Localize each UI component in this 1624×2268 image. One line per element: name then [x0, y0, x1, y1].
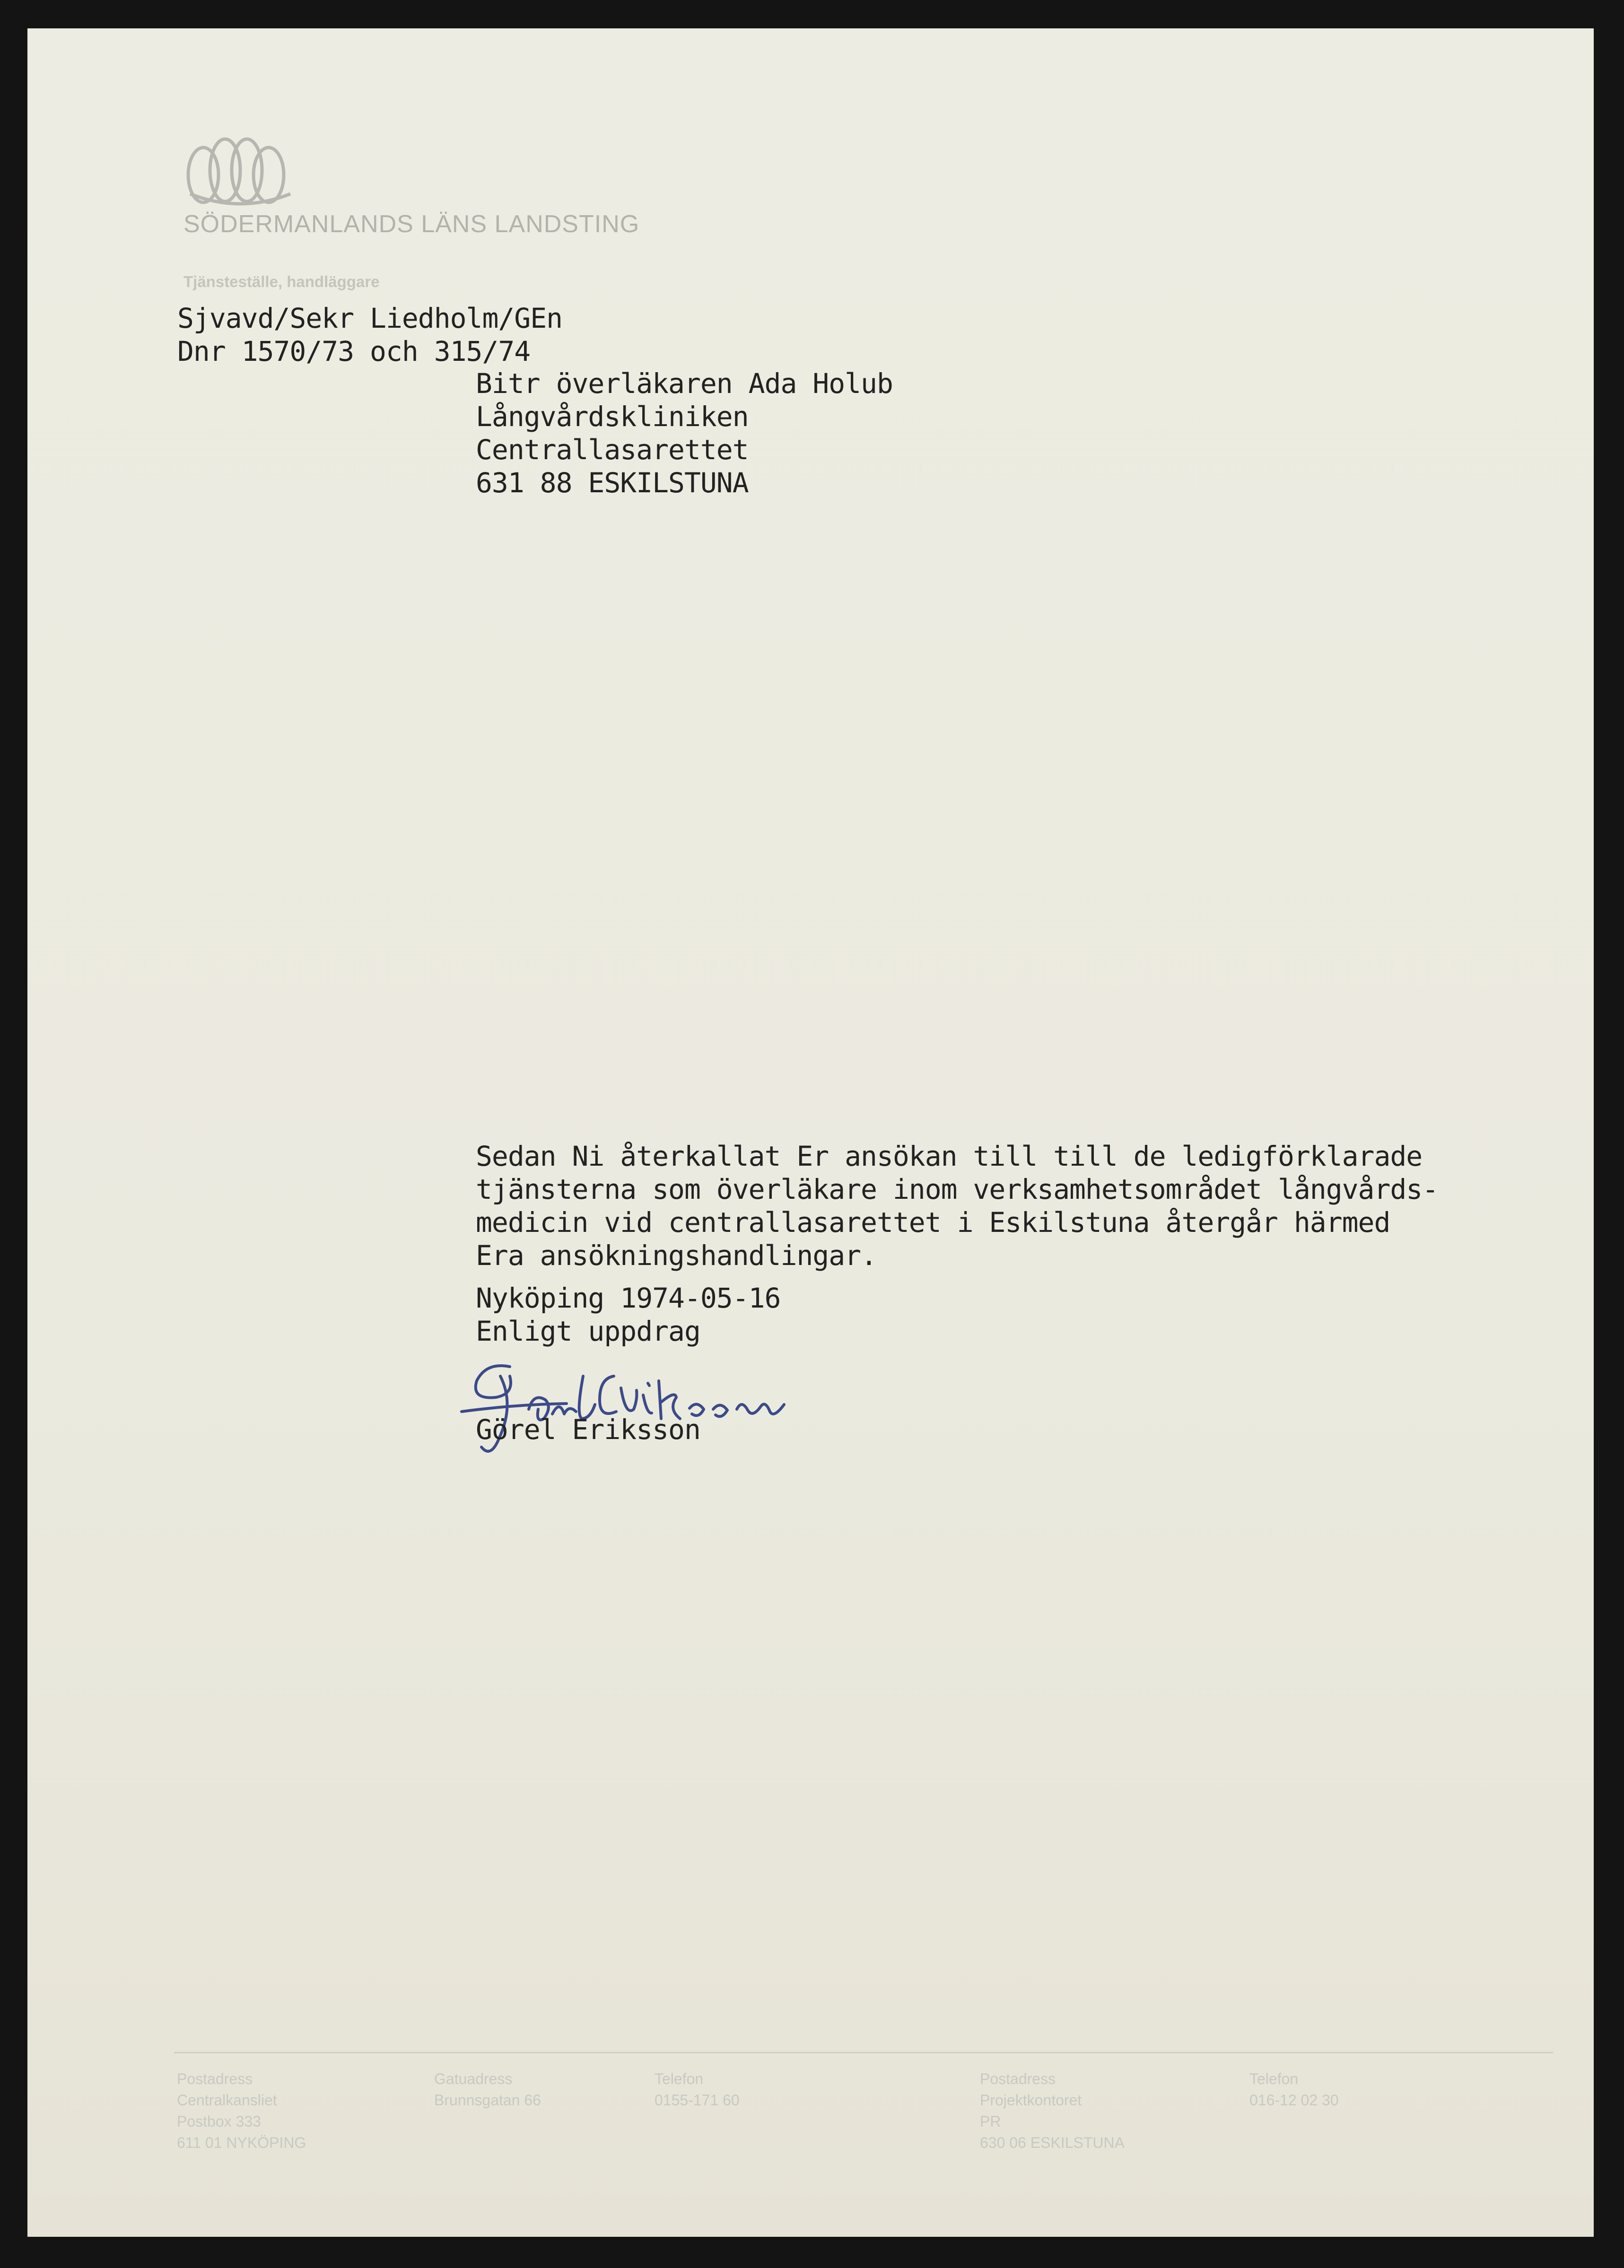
footer-line: 630 06 ESKILSTUNA: [980, 2134, 1125, 2151]
footer-line: Telefon: [1249, 2070, 1299, 2087]
landsting-logo-icon: [183, 123, 297, 218]
footer-line: Postadress: [980, 2070, 1056, 2087]
recipient-line: Bitr överläkaren Ada Holub: [476, 367, 893, 400]
reference-line: Sjvavd/Sekr Liedholm/GEn: [177, 302, 563, 334]
recipient-line: 631 88 ESKILSTUNA: [476, 467, 749, 499]
office-label: Tjänsteställe, handläggare: [183, 273, 380, 290]
recipient-address: [476, 367, 893, 499]
footer-line: 0155-171 60: [655, 2092, 740, 2109]
footer-line: Gatuadress: [434, 2070, 513, 2087]
footer-line: 016-12 02 30: [1249, 2092, 1339, 2109]
handwritten-signature: [458, 1348, 846, 1471]
reference-block: [177, 302, 562, 368]
footer-line: Postadress: [177, 2070, 253, 2087]
footer-line: 611 01 NYKÖPING: [177, 2134, 306, 2151]
recipient-line: Centrallasarettet: [476, 434, 749, 466]
body-line: tjänsterna som överläkare inom verksamhetsområdet långvårds-: [476, 1173, 1439, 1205]
letter-sheet: [27, 28, 1594, 2237]
footer-line: Centralkansliet: [177, 2092, 277, 2109]
reference-line: Dnr 1570/73 och 315/74: [177, 335, 531, 367]
letter-body: [476, 1140, 1438, 1272]
footer-postal-address: [177, 2068, 306, 2154]
recipient-line: Långvårdskliniken: [476, 401, 749, 433]
body-line: Era ansökningshandlingar.: [476, 1239, 877, 1272]
authority-line: Enligt uppdrag: [476, 1315, 700, 1347]
footer-divider: [174, 2052, 1553, 2053]
place-date: Nyköping 1974-05-16: [476, 1282, 781, 1314]
footer-line: PR: [980, 2113, 1001, 2130]
footer-telephone: [655, 2068, 740, 2111]
footer-line: Brunnsgatan 66: [434, 2092, 541, 2109]
closing-block: [476, 1282, 780, 1348]
footer-line: Postbox 333: [177, 2113, 261, 2130]
signatory-name: Görel Eriksson: [476, 1413, 700, 1446]
footer-line: Telefon: [655, 2070, 704, 2087]
body-line: medicin vid centrallasarettet i Eskilstuna återgår härmed: [476, 1206, 1390, 1239]
body-line: Sedan Ni återkallat Er ansökan till till de ledigförklarade: [476, 1140, 1423, 1172]
footer-project-telephone: [1249, 2068, 1339, 2111]
footer-line: Projektkontoret: [980, 2092, 1082, 2109]
organization-name: SÖDERMANLANDS LÄNS LANDSTING: [183, 210, 640, 238]
footer-street-address: [434, 2068, 541, 2111]
footer-project-office-address: [980, 2068, 1125, 2154]
